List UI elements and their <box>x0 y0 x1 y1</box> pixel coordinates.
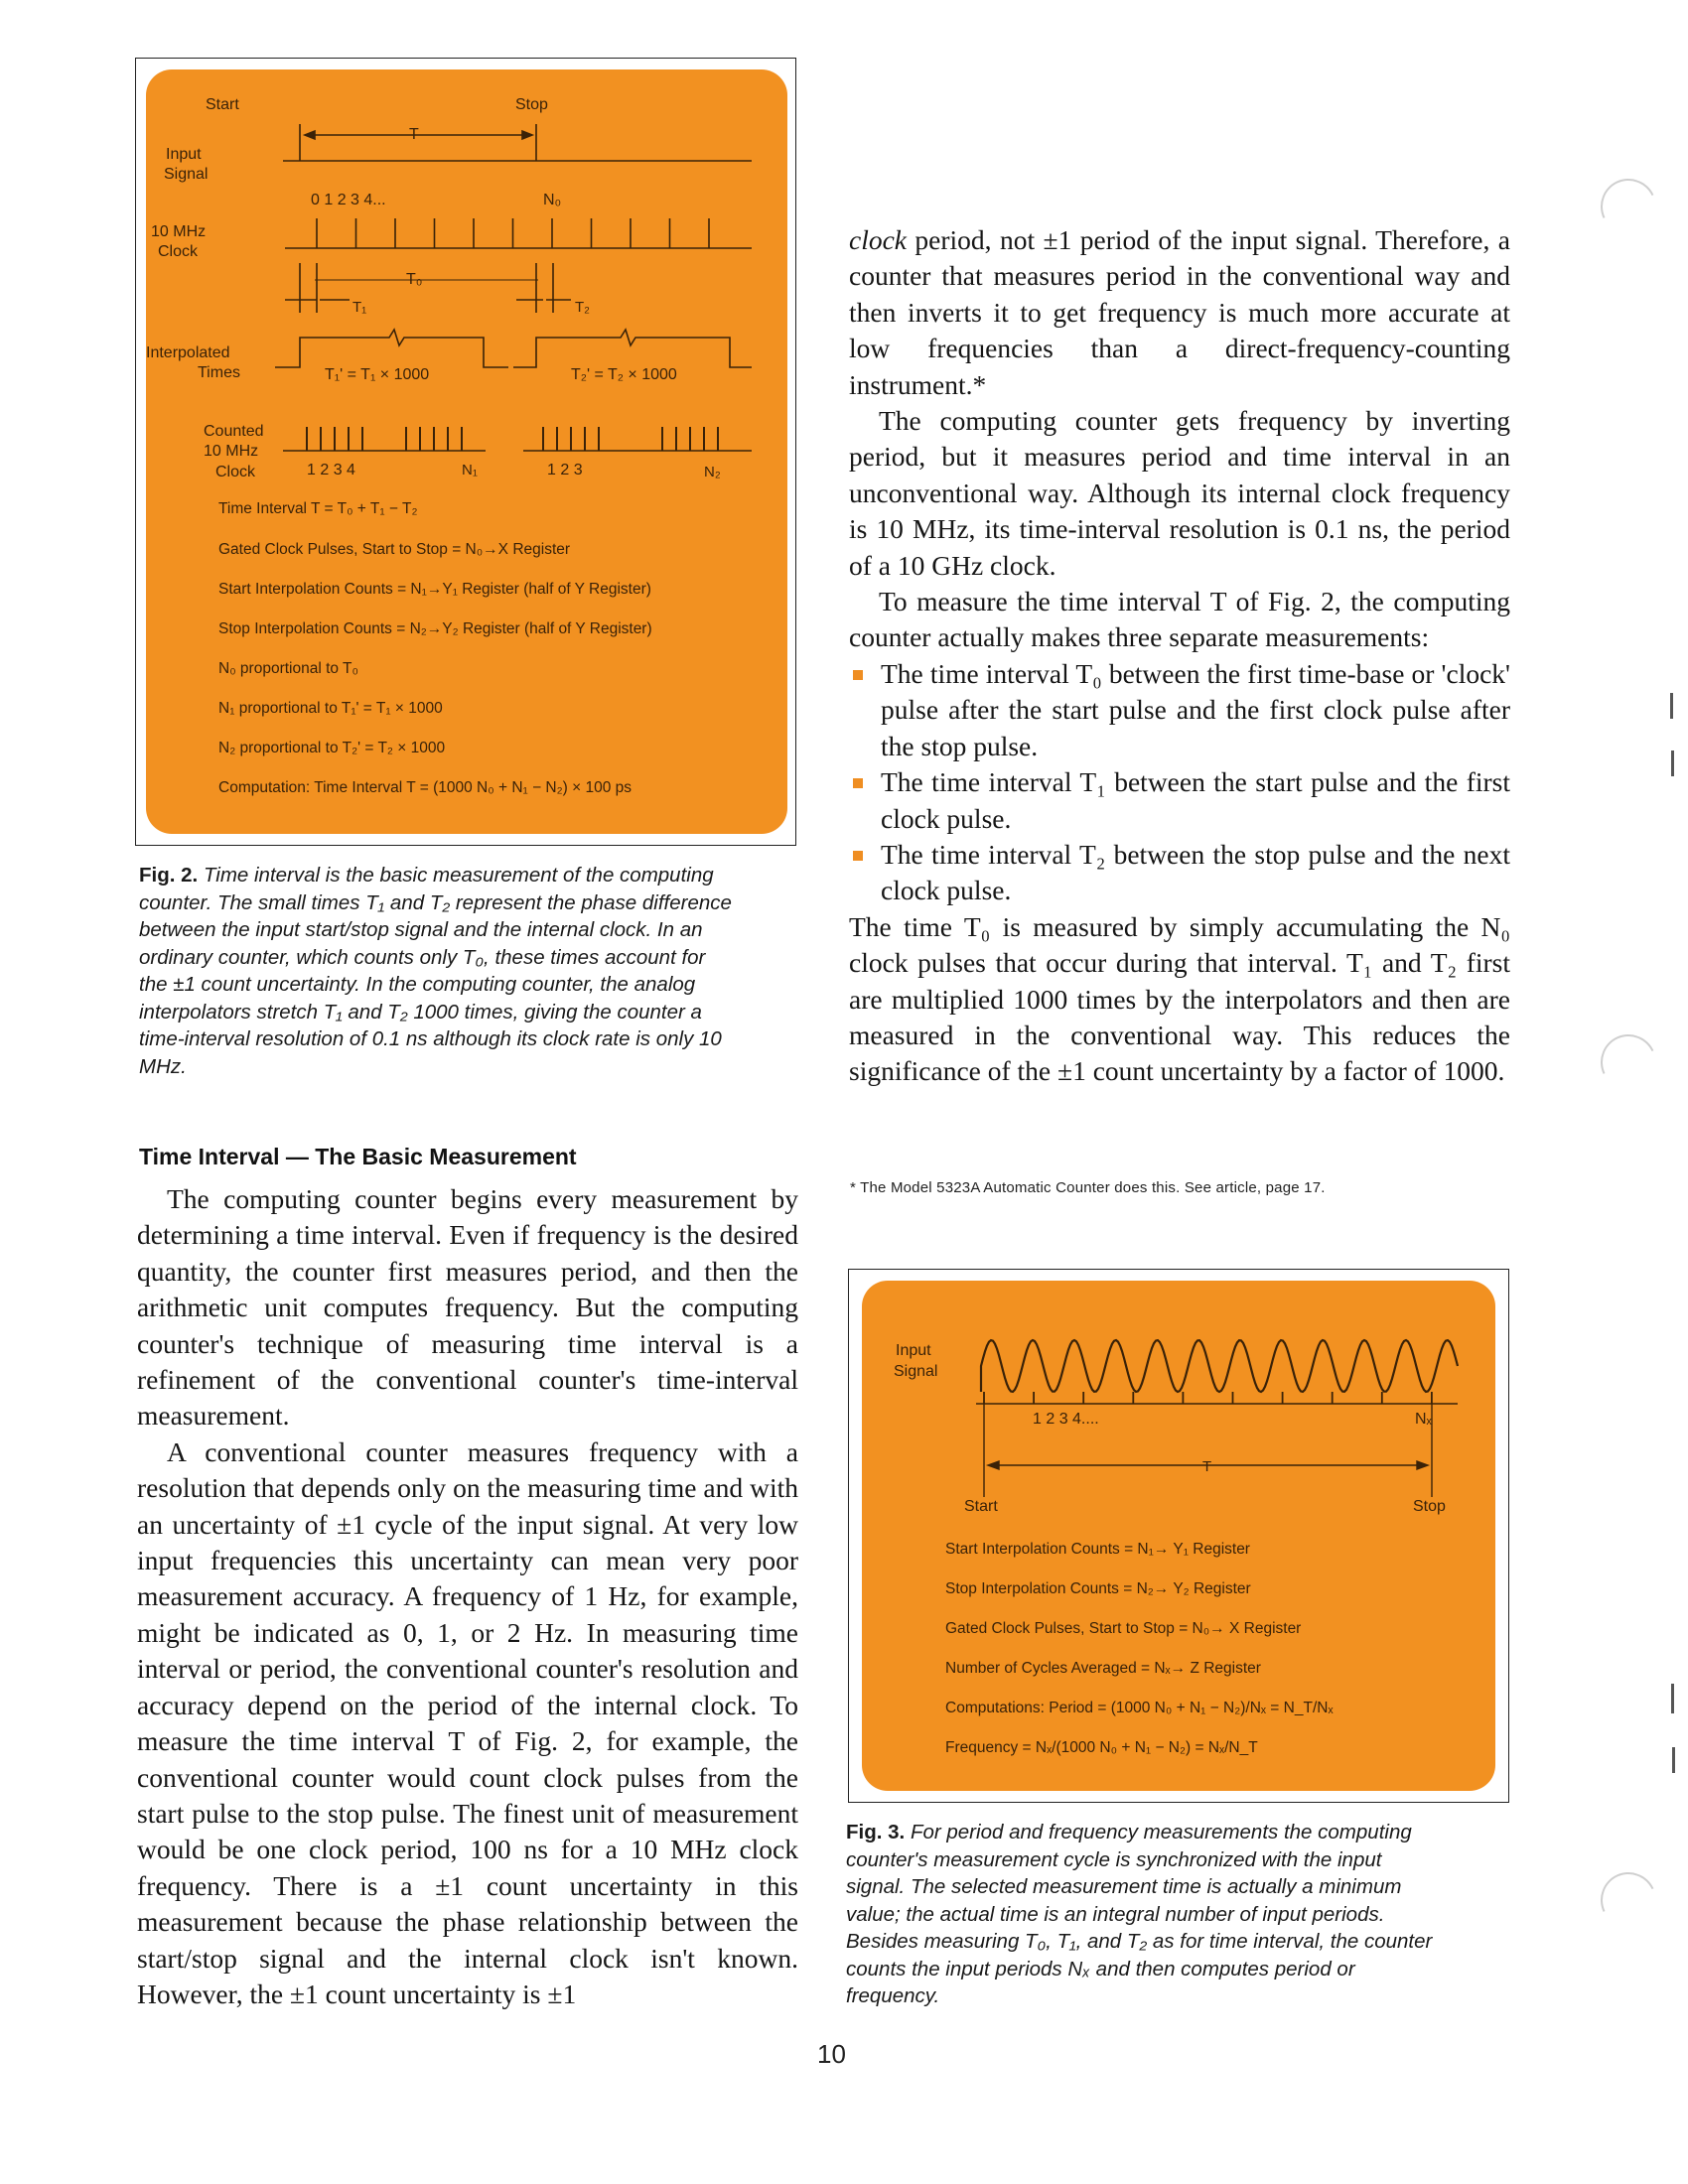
bullet-icon <box>853 778 863 788</box>
fig2-eq-5: N₀ proportional to T₀ <box>218 660 358 677</box>
left-column-body <box>137 1181 798 2012</box>
left-paragraph-2: A conventional counter measures frequency with a resolution that depends only on the measuring time and with an uncertainty of ±1 cycle of the input signal. At very low input frequencies this uncertainty can mean very poor measurement accuracy. A frequency of 1 Hz, for example, might be indicated as 0, 1, or 2 Hz. In measuring time interval or period, the conventional counter's resolution and accuracy depend on the period of the internal clock. To measure the time interval T of Fig. 2, for example, the conventional counter would count clock pulses from the start pulse to the stop pulse. The finest unit of measurement would be one clock period, 100 ns for a 10 MHz clock frequency. There is a ±1 count uncertainty in this measurement because the phase relationship between the start/stop signal and the internal clock isn't known. However, the ±1 count uncertainty is ±1 <box>137 1435 798 2009</box>
fig3-eq-4: Number of Cycles Averaged = Nₓ→ Z Register <box>945 1660 1261 1677</box>
bullet-icon <box>853 670 863 680</box>
fig2-eq-6: N₁ proportional to T₁' = T₁ × 1000 <box>218 700 443 717</box>
edge-mark <box>1671 1684 1674 1713</box>
fig2-timing-svg <box>146 69 787 834</box>
fig3-eq-5: Computations: Period = (1000 N₀ + N₁ − N₂)/Nₓ = N_T/Nₓ <box>945 1700 1334 1716</box>
fig2-caption-text: Time interval is the basic measurement of the computing counter. The small times T₁ and T₂ represent the phase difference between the input start/stop signal and the internal clock. In an ordinary counter, which counts only T₀, these times account for the ±1 count uncertainty. In the computing counter, the analog interpolators stretch T₁ and T₂ 1000 times, giving the counter a time-interval resolution of 0.1 ns although its clock rate is only 10 MHz. <box>139 864 732 1078</box>
fig3-stop-label: Stop <box>1413 1498 1446 1515</box>
list-item: The time interval T₂ between the stop pulse and the next clock pulse. <box>849 837 1510 909</box>
fig2-count-left: 1 2 3 4 <box>307 462 355 478</box>
input-sine-wave <box>981 1340 1458 1392</box>
fig2-caption-label: Fig. 2. <box>139 864 199 887</box>
fig2-pulse-numbers: 0 1 2 3 4... <box>311 192 386 208</box>
fig3-eq-6: Frequency = Nₓ/(1000 N₀ + N₁ − N₂) = Nₓ/N_T <box>945 1739 1258 1756</box>
fig3-input-label-1: Input <box>896 1342 931 1359</box>
right-paragraph-1-rest: period, not ±1 period of the input signal. Therefore, a counter that measures period in the conventional way and then inverts it to get frequency is much more accurate at low frequencies than a direct-frequency-counting instrument.* <box>849 224 1510 400</box>
fig3-caption-label: Fig. 3. <box>846 1821 906 1843</box>
fig2-eq-1: Time Interval T = T₀ + T₁ − T₂ <box>218 500 418 517</box>
fig2-t2-prime: T₂' = T₂ × 1000 <box>571 366 677 383</box>
fig3-nx-label: Nₓ <box>1415 1411 1432 1428</box>
fig2-eq-7: N₂ proportional to T₂' = T₂ × 1000 <box>218 740 446 756</box>
fig2-t0-label: T₀ <box>406 271 423 288</box>
footnote: * The Model 5323A Automatic Counter does this. See article, page 17. <box>850 1179 1326 1196</box>
edge-mark <box>1671 751 1674 776</box>
fig2-clock-label-1: 10 MHz <box>151 223 207 240</box>
bullet-icon <box>853 851 863 861</box>
fig2-input-label-1: Input <box>166 146 202 163</box>
edge-mark <box>1672 1747 1675 1773</box>
fig2-caption <box>139 862 733 1080</box>
fig2-n2-label: N₂ <box>704 464 721 480</box>
edge-mark <box>1670 693 1673 719</box>
fig3-timing-svg <box>862 1281 1495 1539</box>
measurement-list <box>849 656 1510 909</box>
right-paragraph-2: The computing counter gets frequency by inverting period, but it measures period and time interval in an unconventional way. Although its internal clock frequency is 10 MHz, its time-interval resolution is 0.1 ns, the period of a 10 GHz clock. <box>849 405 1510 581</box>
right-column-body <box>849 222 1510 1090</box>
fig2-n0-label: N₀ <box>543 192 562 208</box>
fig2-input-label-2: Signal <box>164 166 209 183</box>
right-paragraph-1 <box>849 222 1510 403</box>
fig3-diagram <box>862 1281 1495 1791</box>
right-paragraph-4: The time T₀ is measured by simply accumulating the N₀ clock pulses that occur during that interval. T₁ and T₂ first are multiplied 1000 times by the interpolators and then are measured in the conventional way. This reduces the significance of the ±1 count uncertainty by a factor of 1000. <box>849 910 1510 1087</box>
left-paragraph-1: The computing counter begins every measurement by determining a time interval. Even if frequency is the desired quantity, the counter first measures period, and then the arithmetic unit computes frequency. But the computing counter's technique of measuring time interval is a refinement of the conventional counter's time-interval measurement. <box>137 1183 798 1432</box>
fig3-start-label: Start <box>964 1498 998 1515</box>
fig2-start-label: Start <box>206 96 239 113</box>
binder-hole <box>1593 1026 1664 1098</box>
fig3-t-label: T <box>1202 1458 1212 1475</box>
fig3-input-label-2: Signal <box>894 1363 938 1380</box>
binder-hole <box>1593 1864 1664 1936</box>
fig2-eq-2: Gated Clock Pulses, Start to Stop = N₀→X Register <box>218 541 571 558</box>
fig2-interp-label-1: Interpolated <box>146 344 230 361</box>
binder-hole <box>1593 171 1664 242</box>
section-heading: Time Interval — The Basic Measurement <box>139 1144 577 1169</box>
fig3-eq-1: Start Interpolation Counts = N₁→ Y₁ Register <box>945 1541 1250 1558</box>
clock-italic: clock <box>849 224 908 255</box>
fig3-caption <box>846 1819 1442 2010</box>
right-paragraph-3: To measure the time interval T of Fig. 2, the computing counter actually makes three separate measurements: <box>849 586 1510 653</box>
fig2-counted-label-1: Counted <box>204 423 264 440</box>
fig2-eq-8: Computation: Time Interval T = (1000 N₀ + N₁ − N₂) × 100 ps <box>218 779 633 796</box>
fig2-eq-3: Start Interpolation Counts = N₁→Y₁ Register (half of Y Register) <box>218 581 651 598</box>
fig2-counted-label-2: 10 MHz <box>204 443 259 460</box>
fig2-t1-prime: T₁' = T₁ × 1000 <box>325 366 430 383</box>
list-item: The time interval T₀ between the first time-base or 'clock' pulse after the start pulse and the first clock pulse after the stop pulse. <box>849 656 1510 764</box>
page-number: 10 <box>817 2039 846 2069</box>
fig2-count-right: 1 2 3 <box>547 462 583 478</box>
fig2-clock-label-2: Clock <box>158 243 199 260</box>
fig3-eq-3: Gated Clock Pulses, Start to Stop = N₀→ X Register <box>945 1620 1302 1637</box>
fig3-caption-text: For period and frequency measurements the computing counter's measurement cycle is synchronized with the input signal. The selected measurement time is actually a minimum value; the actual time is an integral number of input periods. Besides measuring T₀, T₁, and T₂ as for time interval, the counter counts the input periods Nₓ and then computes period or frequency. <box>846 1821 1433 2007</box>
fig2-t2-label: T₂ <box>575 299 590 316</box>
fig2-diagram <box>146 69 787 834</box>
fig2-stop-label: Stop <box>515 96 548 113</box>
fig2-interp-label-2: Times <box>198 364 240 381</box>
fig2-t1-label: T₁ <box>352 299 367 316</box>
fig3-numbers: 1 2 3 4.... <box>1033 1411 1099 1428</box>
fig2-n1-label: N₁ <box>462 462 478 478</box>
fig3-eq-2: Stop Interpolation Counts = N₂→ Y₂ Register <box>945 1580 1251 1597</box>
fig2-counted-label-3: Clock <box>215 464 256 480</box>
fig2-eq-4: Stop Interpolation Counts = N₂→Y₂ Register (half of Y Register) <box>218 620 652 637</box>
list-item: The time interval T₁ between the start pulse and the first clock pulse. <box>849 764 1510 837</box>
fig2-t-label: T <box>409 126 419 143</box>
